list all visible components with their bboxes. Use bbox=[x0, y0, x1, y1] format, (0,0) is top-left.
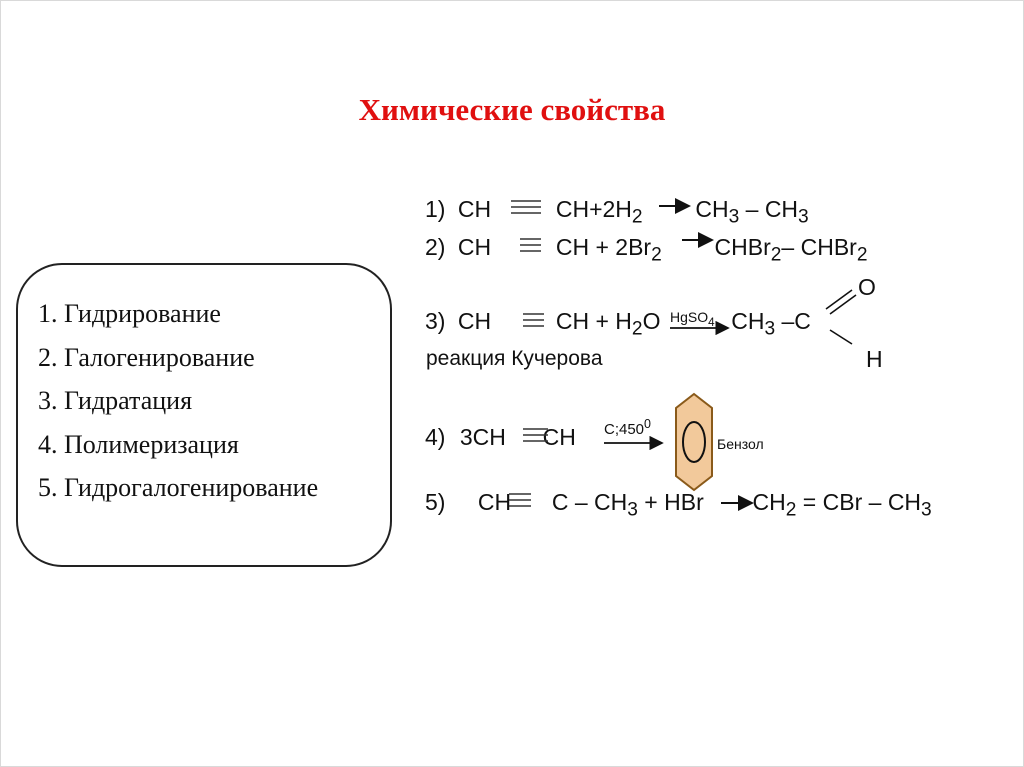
triple-bond-4 bbox=[523, 429, 548, 441]
triple-bond-5 bbox=[509, 494, 531, 506]
aldehyde-bonds bbox=[826, 290, 856, 344]
aldehyde-hydrogen: H bbox=[866, 346, 883, 372]
equation-1: 1) CH $CH+2H_2$ $CH_3 - CH_3$ bbox=[425, 196, 809, 228]
triple-bond-2 bbox=[520, 239, 541, 251]
triple-bond-3 bbox=[523, 314, 544, 326]
list-item: 4. Полимеризация bbox=[38, 429, 239, 459]
triple-bond-1 bbox=[511, 201, 541, 213]
benzene-label: Бензол bbox=[717, 436, 764, 452]
list-item: 1. Гидрирование bbox=[38, 299, 221, 328]
equation-5: 5) CH C – $CH_3$ + HBr $CH_2$ = CBr – $CH_3$ bbox=[425, 489, 932, 521]
reaction-name: реакция Кучерова bbox=[426, 347, 603, 370]
list-item: 3. Гидратация bbox=[38, 386, 193, 415]
list-item: 5. Гидрогалогенирование bbox=[38, 473, 319, 502]
condition-label: $C;450^0$ bbox=[604, 417, 651, 438]
benzene-ring-icon bbox=[676, 394, 712, 490]
equation-4: 4) 3CH CH bbox=[425, 424, 576, 450]
aldehyde-oxygen: O bbox=[858, 274, 876, 300]
catalyst-label: HgSO$_4$ bbox=[670, 309, 715, 329]
slide-title: Химические свойства bbox=[358, 92, 666, 127]
list-item: 2. Галогенирование bbox=[38, 342, 255, 372]
equation-3: 3) CH CH + $H_2O$ $CH_3$ –C bbox=[425, 308, 811, 340]
equation-2: 2) CH CH + $2Br_2$ CHBr$_2$– CHBr$_2$ bbox=[425, 234, 868, 266]
